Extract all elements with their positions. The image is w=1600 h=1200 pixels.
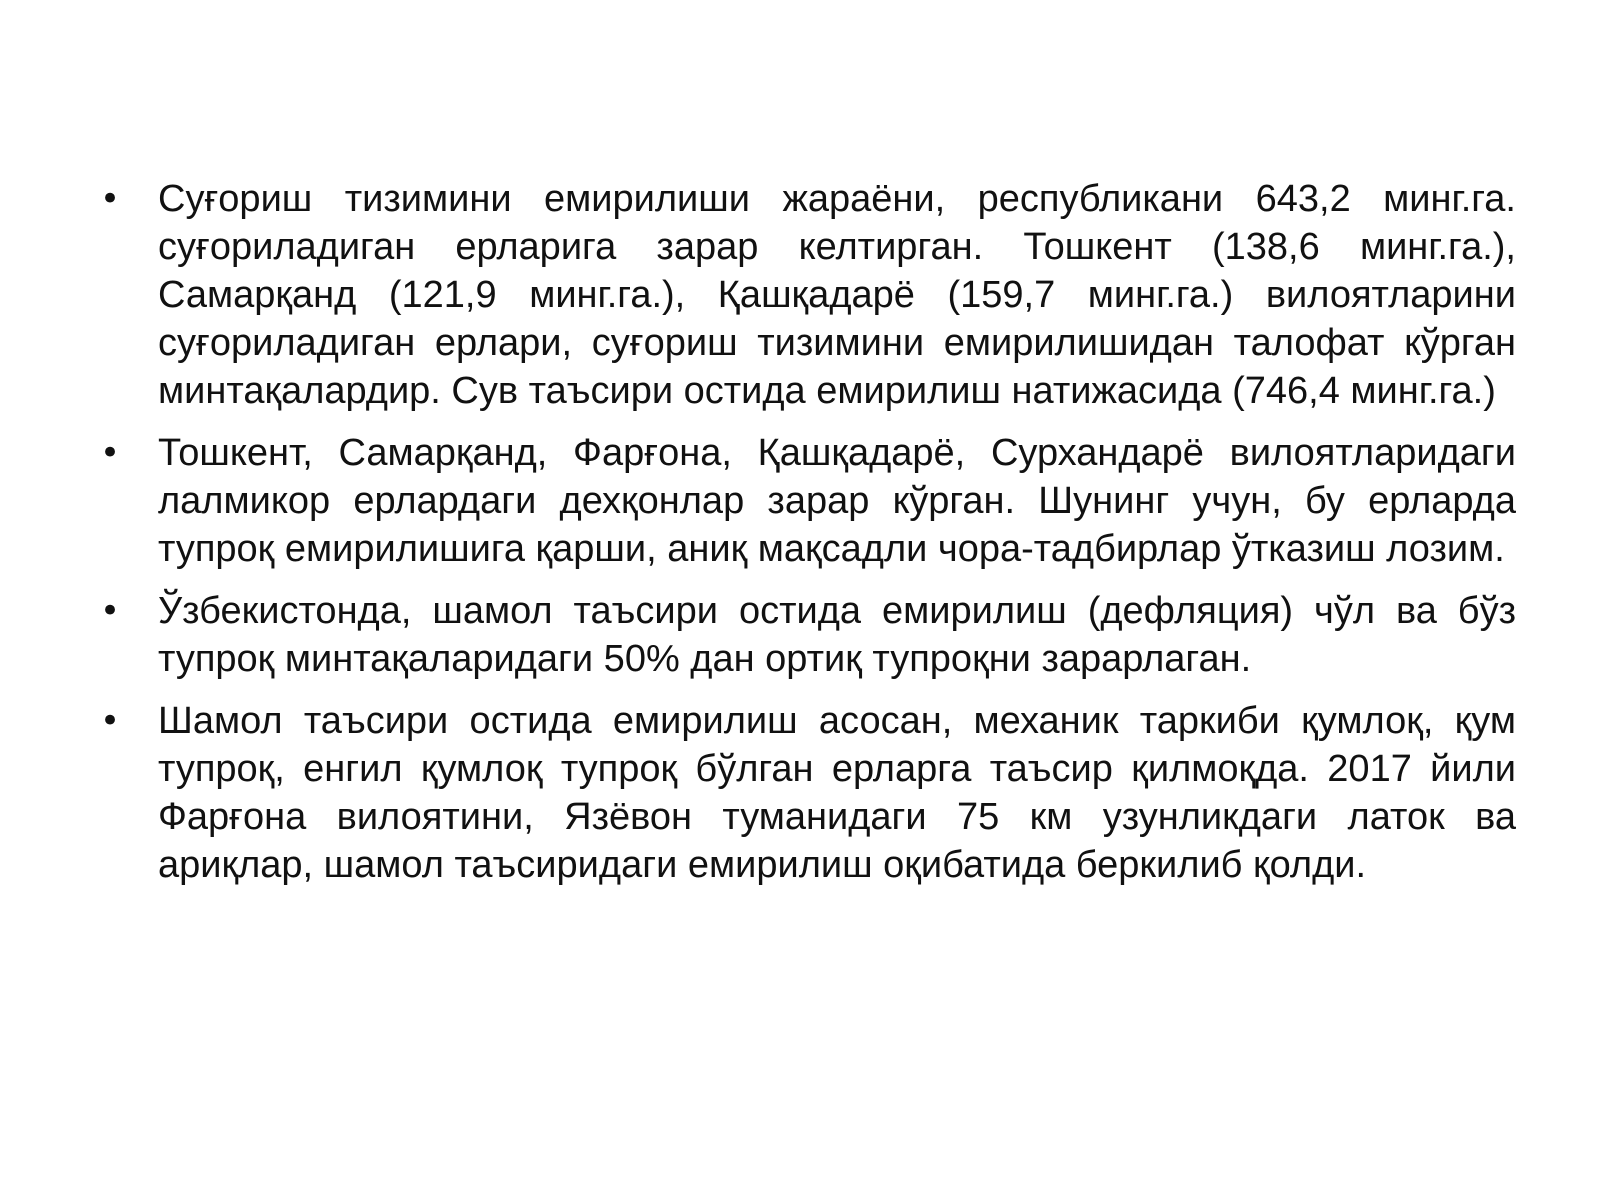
bullet-text: Шамол таъсири остида емирилиш асосан, механик таркиби қумлоқ, қум тупроқ, енгил қумлоқ тупроқ бўлган ерларга таъсир қилмоқда. 2017 йили Фарғона вилоятини, Язёвон туманидаги 75 км узунликдаги латок ва ариқлар, шамол таъсиридаги емирилиш оқибатида беркилиб қолди. bbox=[158, 700, 1516, 886]
bullet-item-irrigation bbox=[94, 175, 1516, 415]
bullet-icon: • bbox=[100, 591, 121, 631]
bullet-text: Ўзбекистонда, шамол таъсири остида емирилиш (дефляция) чўл ва бўз тупроқ минтақаларидаги 50% дан ортиқ тупроқни зарарлаган. bbox=[158, 590, 1516, 680]
bullet-item-wind-erosion bbox=[94, 697, 1516, 889]
bullet-text: Тошкент, Самарқанд, Фарғона, Қашқадарё, Сурхандарё вилоятларидаги лалмикор ерлардаги дехқонлар зарар кўрган. Шунинг учун, бу ерларда тупроқ емирилишига қарши, аниқ мақсадли чора-тадбирлар ўтказиш лозим. bbox=[158, 432, 1516, 570]
bullet-list bbox=[94, 175, 1516, 903]
bullet-icon: • bbox=[100, 701, 121, 741]
bullet-item-deflation bbox=[94, 587, 1516, 683]
bullet-text: Суғориш тизимини емирилиши жараёни, республикани 643,2 минг.га. суғориладиган ерларига зарар келтирган. Тошкент (138,6 минг.га.), Самарқанд (121,9 минг.га.), Қашқадарё (159,7 минг.га.) вилоятларини суғориладиган ерлари, суғориш тизимини емирилишидан талофат кўрган минтақалардир. Сув таъсири остида емирилиш натижасида (746,4 минг.га.) bbox=[158, 178, 1516, 412]
bullet-icon: • bbox=[100, 433, 121, 473]
bullet-item-rainfed-lands bbox=[94, 429, 1516, 573]
bullet-icon: • bbox=[100, 179, 121, 219]
